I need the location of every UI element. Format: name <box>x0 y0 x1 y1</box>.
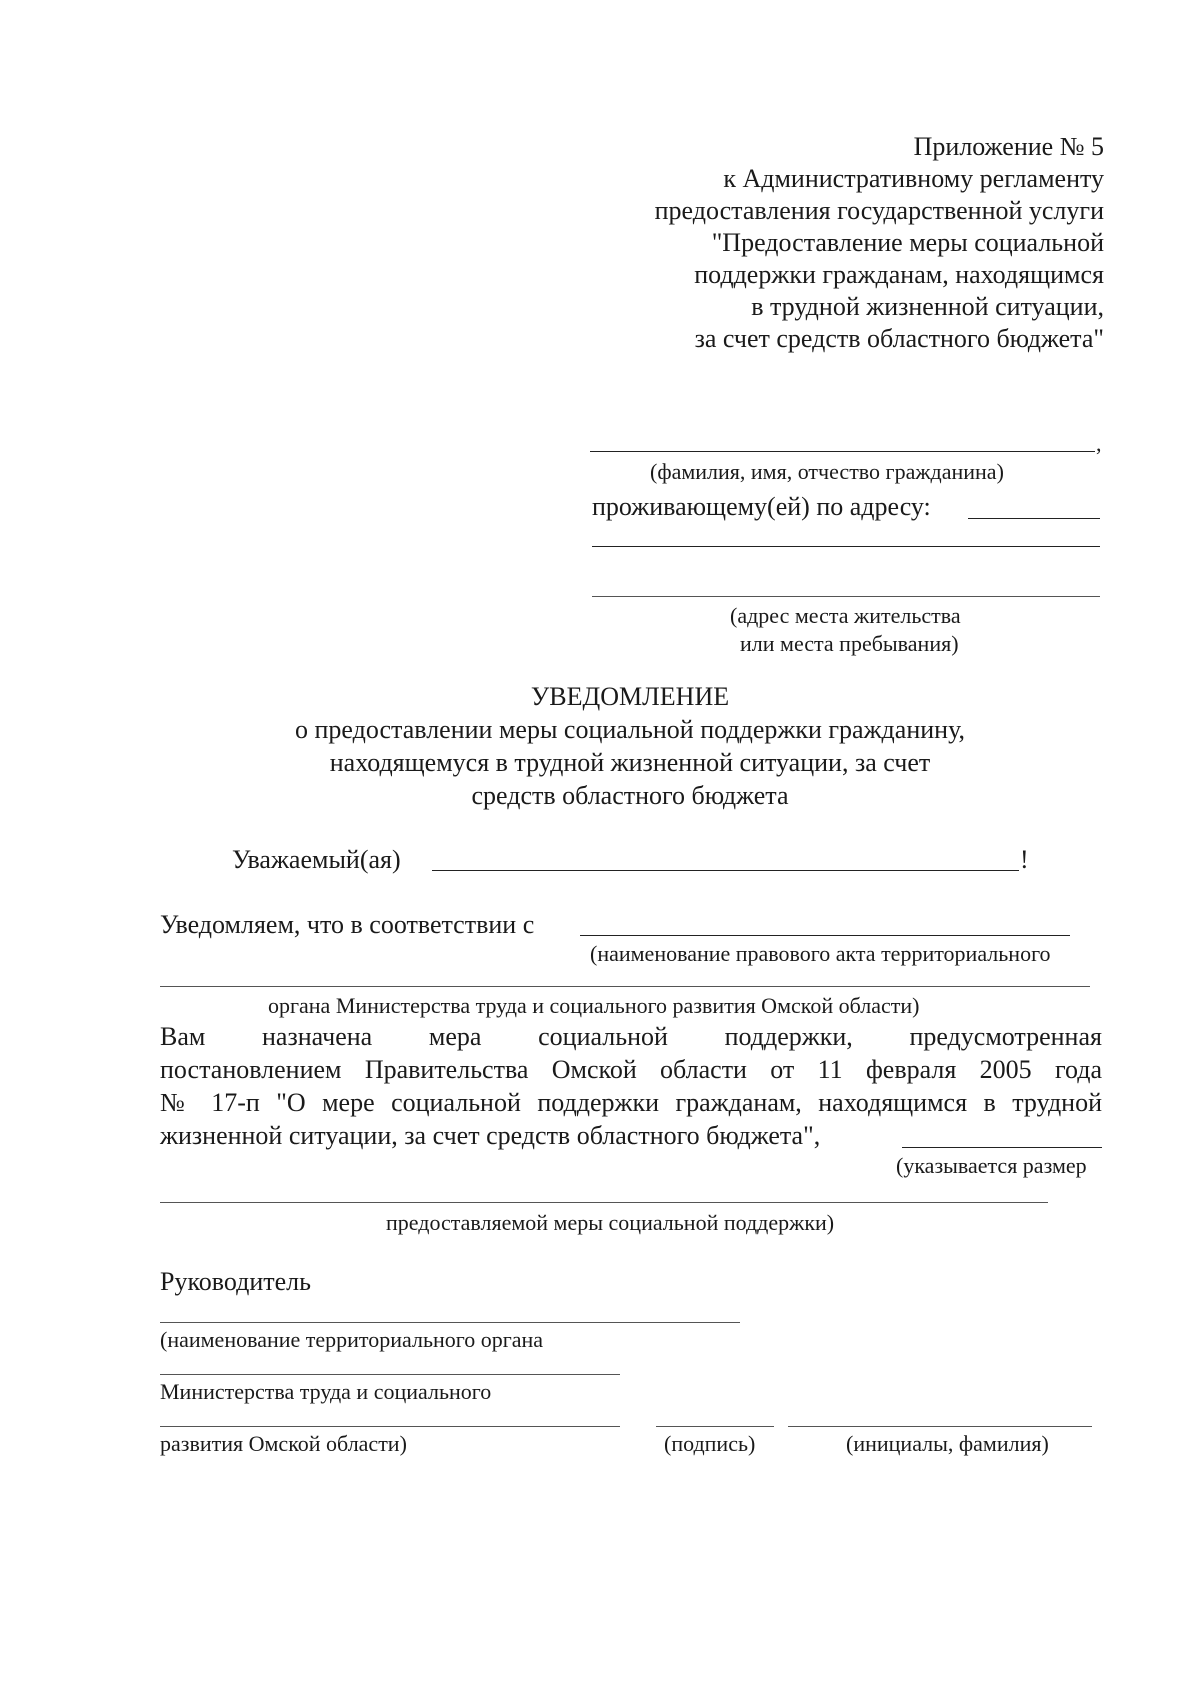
greeting-exclamation: ! <box>1020 845 1029 874</box>
address-line-3 <box>592 596 1100 597</box>
residing-label: проживающему(ей) по адресу: <box>592 492 931 521</box>
name-line <box>788 1426 1092 1427</box>
paragraph-line-4: жизненной ситуации, за счет средств областного бюджета", <box>160 1121 821 1150</box>
paragraph-line-1 <box>160 1020 1102 1054</box>
address-line-2 <box>592 546 1100 547</box>
para-word: предусмотренная <box>909 1022 1102 1051</box>
size-caption-2: предоставляемой меры социальной поддержки) <box>386 1210 835 1235</box>
para-word: Вам <box>160 1022 206 1051</box>
act-caption-2: органа Министерства труда и социального развития Омской области) <box>268 993 920 1018</box>
fio-caption: (фамилия, имя, отчество гражданина) <box>650 459 1004 484</box>
appendix-line-1: Приложение № 5 <box>913 132 1104 161</box>
para-word: назначена <box>262 1022 373 1051</box>
greeting-label: Уважаемый(ая) <box>232 845 401 874</box>
org-caption-1: (наименование территориального органа <box>160 1327 544 1352</box>
notice-subtitle-3: средств областного бюджета <box>471 781 789 810</box>
appendix-line-7: за счет средств областного бюджета" <box>694 324 1104 353</box>
appendix-line-6: в трудной жизненной ситуации, <box>751 292 1104 321</box>
para-word: мера <box>428 1022 482 1051</box>
notify-label: Уведомляем, что в соответствии с <box>160 910 535 939</box>
para-word: социальной <box>538 1022 668 1051</box>
org-line-1 <box>160 1322 740 1323</box>
appendix-line-4: "Предоставление меры социальной <box>711 228 1104 257</box>
appendix-line-2: к Административному регламенту <box>723 164 1104 193</box>
fio-comma: , <box>1096 431 1102 456</box>
notice-heading: УВЕДОМЛЕНИЕ <box>530 682 730 711</box>
notice-subtitle-1: о предоставлении меры социальной поддержки гражданину, <box>295 715 965 744</box>
org-caption-2: Министерства труда и социального <box>160 1379 492 1404</box>
greeting-name-line <box>432 870 1019 871</box>
signature-line <box>656 1426 774 1427</box>
act-caption-1: (наименование правового акта территориального <box>590 941 1051 966</box>
appendix-line-3: предоставления государственной услуги <box>654 196 1104 225</box>
org-caption-3: развития Омской области) <box>160 1431 407 1456</box>
name-caption: (инициалы, фамилия) <box>846 1431 1049 1456</box>
notice-subtitle-2: находящемуся в трудной жизненной ситуации, за счет <box>329 748 931 777</box>
address-caption-1: (адрес места жительства <box>730 603 961 628</box>
head-label: Руководитель <box>160 1267 311 1296</box>
fio-line <box>590 451 1095 452</box>
org-line-3 <box>160 1426 620 1427</box>
size-line <box>902 1147 1102 1148</box>
org-line-2 <box>160 1374 620 1375</box>
paragraph-line-3: № 17-п "О мере социальной поддержки гражданам, находящимся в трудной <box>160 1088 1102 1117</box>
address-caption-2: или места пребывания) <box>740 631 959 656</box>
size-caption-1: (указывается размер <box>896 1153 1087 1178</box>
legal-act-line <box>580 935 1070 936</box>
sign-caption: (подпись) <box>664 1431 756 1456</box>
legal-act-line-2 <box>160 986 1090 987</box>
para-word: поддержки, <box>724 1022 853 1051</box>
address-line-1 <box>968 518 1100 519</box>
appendix-line-5: поддержки гражданам, находящимся <box>694 260 1104 289</box>
paragraph-line-2: постановлением Правительства Омской области от 11 февраля 2005 года <box>160 1055 1102 1084</box>
size-line-2 <box>160 1202 1048 1203</box>
